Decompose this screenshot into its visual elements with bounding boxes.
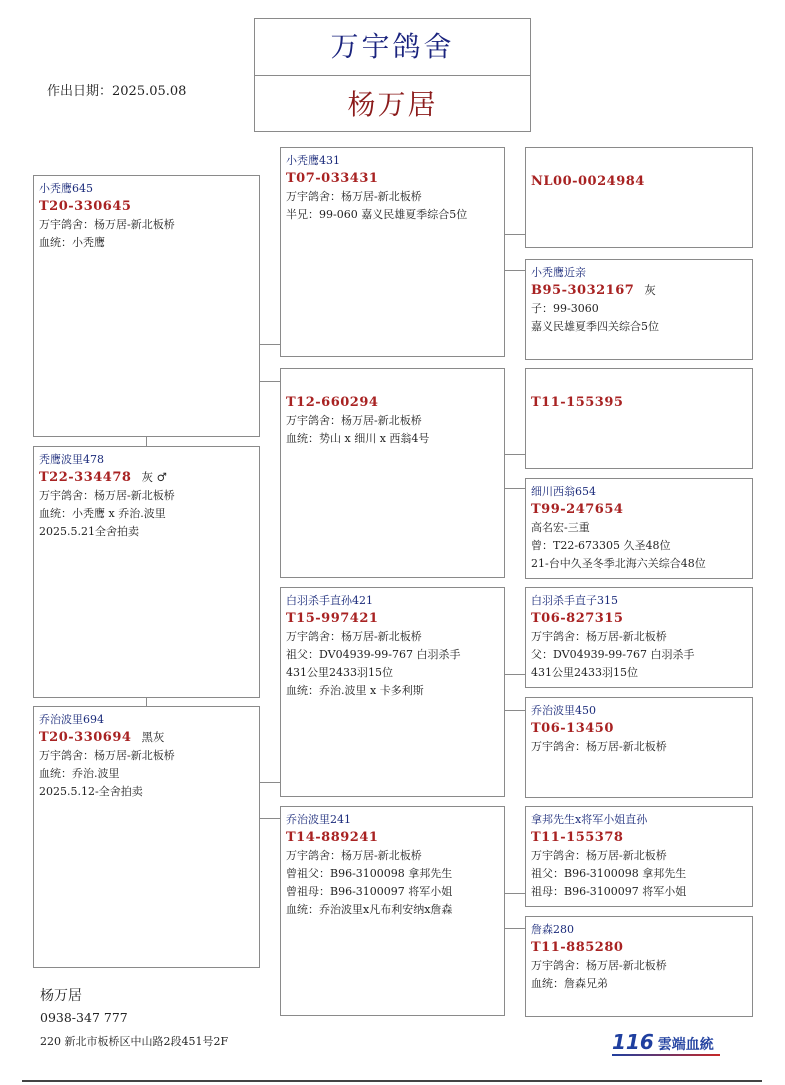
info-line: 父：DV04939-99-767 白羽杀手 xyxy=(531,648,695,661)
ring-number-row xyxy=(286,828,499,847)
info-line: 2025.5.12-全舍拍卖 xyxy=(39,785,143,798)
connector xyxy=(505,234,525,235)
ring-number-row xyxy=(39,728,254,747)
connector xyxy=(146,697,147,707)
connector xyxy=(505,893,525,894)
footer-phone: 0938-347 777 xyxy=(40,1010,128,1025)
bird-name: 拿邦先生x将军小姐直孙 xyxy=(531,813,648,826)
info-line: 血统：乔治.波里 x 卡多利斯 xyxy=(286,684,424,697)
connector xyxy=(505,488,525,489)
pedigree-box-dam-sire-sire xyxy=(525,587,753,688)
logo-underline xyxy=(612,1054,720,1056)
info-line: 曾祖父：B96-3100098 拿邦先生 xyxy=(286,867,453,880)
info-line: 万宇鸽舍：杨万居-新北板桥 xyxy=(286,414,422,427)
pedigree-box-dam-dam-dam xyxy=(525,916,753,1017)
connector xyxy=(260,381,280,382)
info-line: 曾祖母：B96-3100097 将军小姐 xyxy=(286,885,453,898)
creation-date xyxy=(47,80,186,99)
info-line: 2025.5.21全舍拍卖 xyxy=(39,525,139,538)
info-line: 万宇鸽舍：杨万居-新北板桥 xyxy=(531,740,667,753)
info-line: 曾：T22-673305 久圣48位 xyxy=(531,539,671,552)
color-sex: 黑灰 xyxy=(141,730,165,744)
ring-number-row xyxy=(531,828,747,847)
ring-number-row xyxy=(531,938,747,957)
ring-number: T14-889241 xyxy=(286,830,379,845)
ring-number-row xyxy=(286,393,499,412)
pedigree-box-dam xyxy=(33,706,260,968)
info-line: 万宇鸽舍：杨万居-新北板桥 xyxy=(286,849,422,862)
ring-number-row xyxy=(39,468,254,487)
pedigree-box-subject xyxy=(33,446,260,698)
info-line: 子：99-3060 xyxy=(531,302,599,315)
bird-name: 小秃鹰431 xyxy=(286,154,340,167)
info-line: 血统：乔治.波里 xyxy=(39,767,120,780)
bird-name: 乔治波里694 xyxy=(39,713,104,726)
info-line: 半兄：99-060 嘉义民雄夏季综合5位 xyxy=(286,208,468,221)
info-line: 血统：乔治波里x凡布利安纳x詹森 xyxy=(286,903,453,916)
date-label: 作出日期： xyxy=(47,84,113,99)
bird-name: 詹森280 xyxy=(531,923,574,936)
brand-logo xyxy=(612,1030,722,1060)
logo-text: 雲端血統 xyxy=(657,1037,714,1053)
bird-name: 秃鹰波里478 xyxy=(39,453,104,466)
info-line: 万宇鸽舍：杨万居-新北板桥 xyxy=(531,630,667,643)
ring-number-row xyxy=(286,169,499,188)
pedigree-box-sire-dam-dam xyxy=(525,478,753,579)
pedigree-box-sire-dam xyxy=(280,368,505,578)
connector xyxy=(505,928,525,929)
info-line: 血统：小秃鹰 xyxy=(39,236,105,249)
pedigree-box-sire-sire-sire xyxy=(525,147,753,248)
info-line: 万宇鸽舍：杨万居-新北板桥 xyxy=(286,630,422,643)
connector xyxy=(505,674,525,675)
ring-number: T20-330645 xyxy=(39,199,132,214)
ring-number: T22-334478 xyxy=(39,470,132,485)
ring-number-row xyxy=(531,281,747,300)
ring-number: T06-827315 xyxy=(531,611,624,626)
ring-number: T11-885280 xyxy=(531,940,624,955)
info-line: 万宇鸽舍：杨万居-新北板桥 xyxy=(39,489,175,502)
pedigree-box-sire-sire xyxy=(280,147,505,357)
info-line: 万宇鸽舍：杨万居-新北板桥 xyxy=(39,749,175,762)
ring-number: T11-155378 xyxy=(531,830,624,845)
connector xyxy=(505,270,525,271)
pedigree-box-dam-dam-sire xyxy=(525,806,753,907)
ring-number: T99-247654 xyxy=(531,502,624,517)
info-line: 万宇鸽舍：杨万居-新北板桥 xyxy=(286,190,422,203)
connector xyxy=(505,710,525,711)
loft-header xyxy=(254,18,531,132)
ring-number-row xyxy=(531,500,747,519)
ring-number: T20-330694 xyxy=(39,730,132,745)
ring-number-row xyxy=(39,197,254,216)
footer-address: 220 新北市板桥区中山路2段451号2F xyxy=(40,1035,229,1048)
info-line: 21-台中久圣冬季北海六关综合48位 xyxy=(531,557,706,570)
bird-name: 小秃鹰645 xyxy=(39,182,93,195)
info-line: 祖父：B96-3100098 拿邦先生 xyxy=(531,867,687,880)
pedigree-box-sire-sire-dam xyxy=(525,259,753,360)
ring-number: T15-997421 xyxy=(286,611,379,626)
info-line: 嘉义民雄夏季四关综合5位 xyxy=(531,320,659,333)
pedigree-box-dam-dam xyxy=(280,806,505,1016)
ring-number-row xyxy=(286,609,499,628)
ring-number-row xyxy=(531,609,747,628)
footer-owner-name: 杨万居 xyxy=(40,988,82,1004)
info-line: 祖母：B96-3100097 将军小姐 xyxy=(531,885,687,898)
pedigree-box-sire-dam-sire xyxy=(525,368,753,469)
ring-number: T07-033431 xyxy=(286,171,379,186)
date-value: 2025.05.08 xyxy=(112,84,187,99)
connector xyxy=(146,437,147,447)
info-line: 万宇鸽舍：杨万居-新北板桥 xyxy=(531,849,667,862)
info-line: 高名宏-三重 xyxy=(531,521,590,534)
ring-number: T11-155395 xyxy=(531,395,624,410)
owner-name: 杨万居 xyxy=(347,88,438,121)
info-line: 万宇鸽舍：杨万居-新北板桥 xyxy=(39,218,175,231)
ring-number-row xyxy=(531,393,747,412)
connector xyxy=(260,344,280,345)
info-line: 万宇鸽舍：杨万居-新北板桥 xyxy=(531,959,667,972)
bottom-rule xyxy=(22,1080,762,1082)
color-sex: 灰 xyxy=(644,283,656,297)
bird-name: 白羽杀手直子315 xyxy=(531,594,618,607)
ring-number: T12-660294 xyxy=(286,395,379,410)
ring-number: B95-3032167 xyxy=(531,283,635,298)
pedigree-box-dam-sire-dam xyxy=(525,697,753,798)
bird-name: 乔治波里450 xyxy=(531,704,596,717)
loft-name: 万宇鸽舍 xyxy=(255,19,530,76)
info-line: 血统：势山 x 细川 x 西翁4号 xyxy=(286,432,430,445)
ring-number: T06-13450 xyxy=(531,721,614,736)
info-line: 血统：詹森兄弟 xyxy=(531,977,608,990)
info-line: 431公里2433羽15位 xyxy=(531,666,638,679)
ring-number-row xyxy=(531,719,747,738)
logo-number: 116 xyxy=(612,1030,654,1054)
bird-name: 小秃鹰近亲 xyxy=(531,266,586,279)
pedigree-box-sire xyxy=(33,175,260,437)
ring-number-row xyxy=(531,172,747,191)
connector xyxy=(260,818,280,819)
bird-name: 细川西翁654 xyxy=(531,485,596,498)
ring-number: NL00-0024984 xyxy=(531,174,645,189)
info-line: 431公里2433羽15位 xyxy=(286,666,393,679)
connector xyxy=(505,454,525,455)
info-line: 祖父：DV04939-99-767 白羽杀手 xyxy=(286,648,461,661)
color-sex: 灰 ♂ xyxy=(141,470,167,484)
info-line: 血统：小秃鹰 x 乔治.波里 xyxy=(39,507,166,520)
pedigree-box-dam-sire xyxy=(280,587,505,797)
bird-name: 白羽杀手直孙421 xyxy=(286,594,373,607)
connector xyxy=(260,782,280,783)
bird-name: 乔治波里241 xyxy=(286,813,351,826)
